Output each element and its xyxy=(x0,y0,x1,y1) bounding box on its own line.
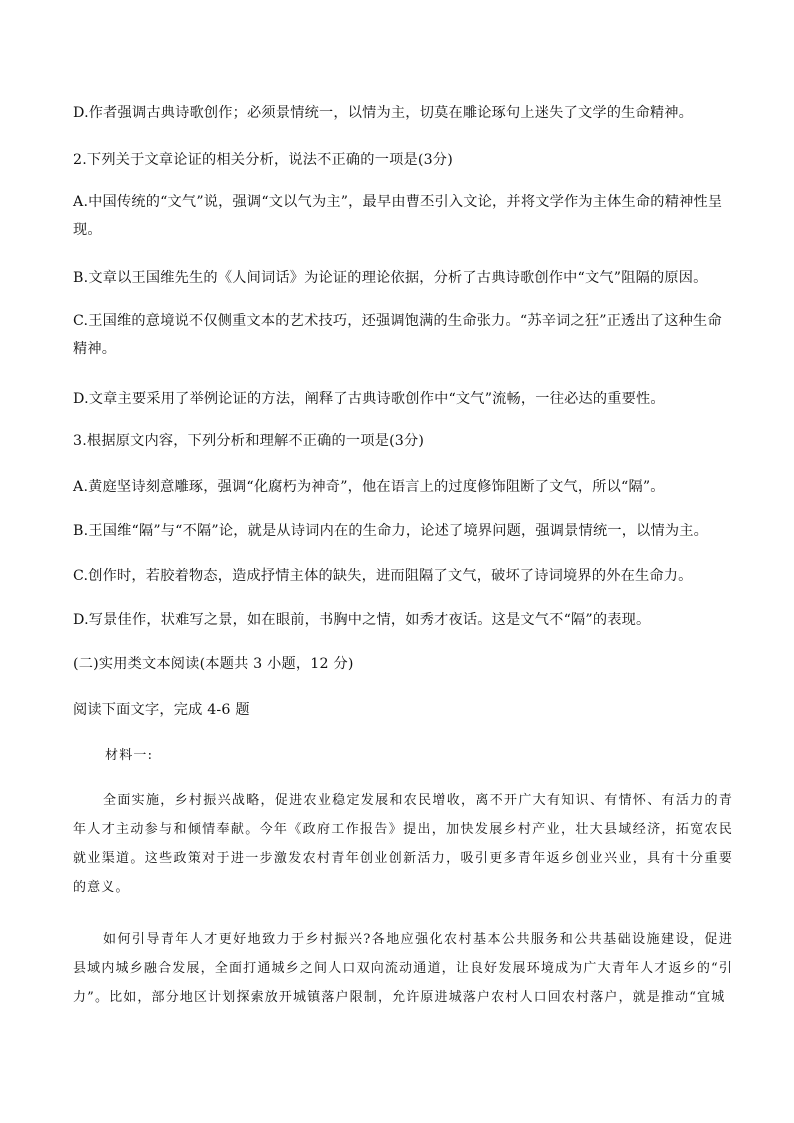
q3-option-c: C.创作时，若胶着物态，造成抒情主体的缺失，进而阻隔了文气，破坏了诗词境界的外在生命力。 xyxy=(73,568,693,584)
q2-option-a: A.中国传统的“文气”说，强调“文以气为主”，最早由曹丕引入文论，并将文学作为主体生命的精神性呈现。 xyxy=(73,194,723,238)
section-instruction: 阅读下面文字，完成 4-6 题 xyxy=(73,702,250,718)
q2-option-b: B.文章以王国维先生的《人间词话》为论证的理论依据，分析了古典诗歌创作中“文气”阻隔的原因。 xyxy=(73,270,708,286)
q3-option-b: B.王国维“隔”与“不隔”论，就是从诗词内在的生命力，论述了境界问题，强调景情统一，以情为主。 xyxy=(73,523,709,539)
q1-option-d: D.作者强调古典诗歌创作；必须景情统一，以情为主，切莫在雕论琢句上迷失了文学的生命精神。 xyxy=(73,105,694,121)
material-paragraph-2: 如何引导青年人才更好地致力于乡村振兴?各地应强化农村基本公共服务和公共基础设施建设，促进县域内城乡融合发展，全面打通城乡之间人口双向流动通道，让良好发展环境成为广大青年人才返乡的“引力”。比如，部分地区计划探索放开城镇落户限制，允许原进城落户农村人口回农村落户，就是推动“宜城 xyxy=(73,932,733,1005)
section-title: (二)实用类文本阅读(本题共 3 小题，12 分) xyxy=(73,656,354,672)
q2-option-d: D.文章主要采用了举例论证的方法，阐释了古典诗歌创作中“文气”流畅，一往必达的重要性。 xyxy=(73,391,665,407)
material-label: 材料一: xyxy=(105,748,154,763)
material-paragraph-1: 全面实施，乡村振兴战略，促进农业稳定发展和农民增收，离不开广大有知识、有情怀、有活力的青年人才主动参与和倾情奉献。今年《政府工作报告》提出，加快发展乡村产业，壮大县域经济，拓宽农民就业渠道。这些政策对于进一步激发农村青年创业创新活力，吸引更多青年返乡创业兴业，具有十分重要的意义。 xyxy=(73,793,733,895)
q3-option-a: A.黄庭坚诗刻意雕琢，强调“化腐朽为神奇”，他在语言上的过度修饰阻断了文气，所以“隔”。 xyxy=(73,479,665,495)
q3-option-d: D.写景佳作，状难写之景，如在眼前，书胸中之情，如秀才夜话。这是文气不“隔”的表现。 xyxy=(73,612,651,628)
q2-stem: 2.下列关于文章论证的相关分析，说法不正确的一项是(3分) xyxy=(73,152,453,168)
q3-stem: 3.根据原文内容，下列分析和理解不正确的一项是(3分) xyxy=(73,433,425,449)
q2-option-c: C.王国维的意境说不仅侧重文本的艺术技巧，还强调饱满的生命张力。“苏辛词之狂”正透出了这种生命精神。 xyxy=(73,313,722,357)
